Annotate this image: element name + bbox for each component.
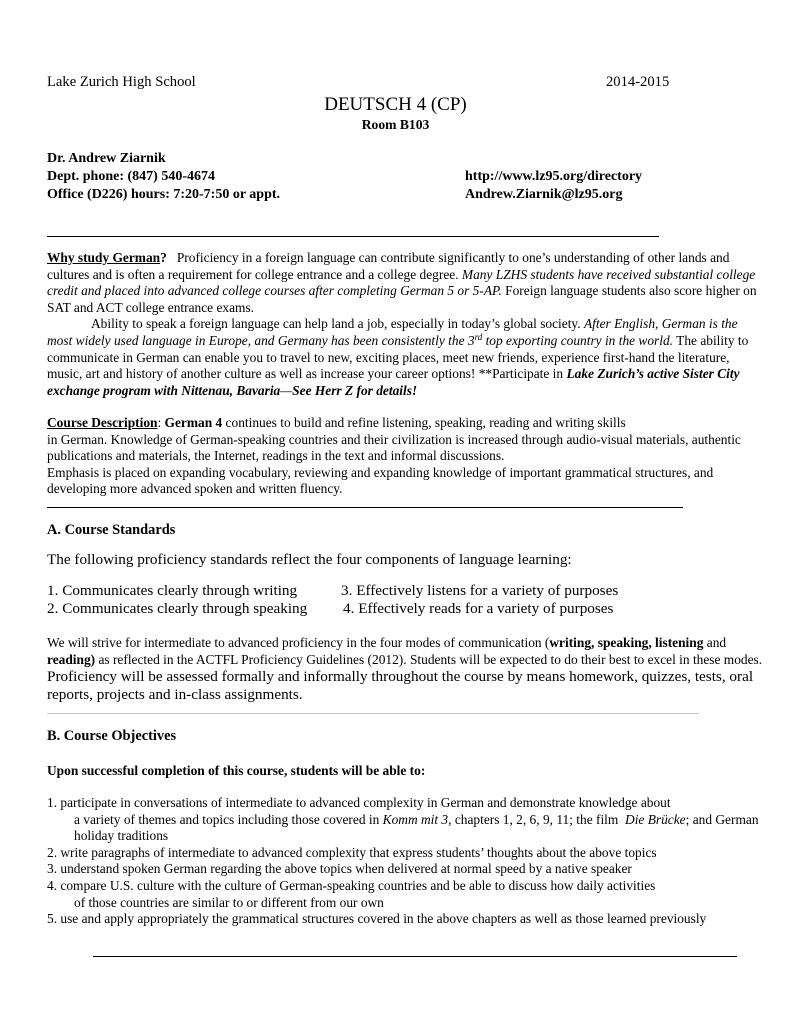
description-heading: Course Description [47,415,158,430]
objectives-heading: B. Course Objectives [47,728,177,744]
email-link[interactable]: Andrew.Ziarnik@lz95.org [465,187,623,202]
standard-item: 1. Communicates clearly through writing [47,582,298,599]
list-item: 4. compare U.S. culture with the culture of German-speaking countries and be able to discuss how daily activities [47,877,656,893]
room-number: Room B103 [361,117,430,132]
objectives-intro: Upon successful completion of this course, students will be able to: [47,763,426,778]
list-item: 1. participate in conversations of intermediate to advanced complexity in German and demonstrate knowledge about [47,795,671,810]
teacher-name: Dr. Andrew Ziarnik [47,151,166,166]
page-title: DEUTSCH 4 (CP) [324,94,467,115]
divider [93,956,737,957]
office-hours: Office (D226) hours: 7:20-7:50 or appt. [47,187,281,202]
objectives-list: 1. participate in conversations of intermediate to advanced complexity in German and demonstrate knowledge about a variety of themes and topics including those covered in Komm mit 3, chapters 1, 2, 6, 9, 11; the film Die Brücke; and German holiday traditions 2. write paragraphs of intermediate to advanced complexity that express students’ thoughts about the above topics 3. understand spoken German regarding the above topics when delivered at normal speed by a native speaker 4. compare U.S. culture with the culture of German-speaking countries and be able to discuss how daily activities of those countries are similar to or different from our own 5. use and apply appropriately the grammatical structures covered in the above chapters as well as those learned previously [47,795,772,928]
standards-heading: A. Course Standards [47,522,176,538]
divider [47,236,659,237]
divider [47,507,683,508]
standards-paragraph: We will strive for intermediate to advanced proficiency in the four modes of communication (writing, speaking, listening and reading) as reflected in the ACTFL Proficiency Guidelines (2012). Students will be expected to do their best to excel in these modes. Proficiency will be assessed formally and informally throughout the course by means homework, quizzes, tests, oral reports, projects and in-class assignments. [47,635,763,704]
dept-phone: Dept. phone: (847) 540-4674 [47,169,215,184]
list-item: 3. understand spoken German regarding the above topics when delivered at normal speed by a native speaker [47,861,632,877]
why-heading: Why study German [47,250,161,265]
course-name: German 4 [164,415,223,430]
textbook-title: Komm mit 3, [382,811,452,827]
why-paragraph-1: Why study German? Proficiency in a foreign language can contribute significantly to one’s understanding of other lands and cultures and is often a requirement for college entrance and a college degree. Many LZHS students have received substantial college credit and placed into advanced college courses after completing German 5 or 5-AP. Foreign language students also score higher on SAT and ACT college entrance exams. [47,250,757,315]
course-description-section: Course Description: German 4 continues to build and refine listening, speaking, reading and writing skills in German. Knowledge of German-speaking countries and their civilization is increased through audio-visual materials, authentic publications and materials, the Internet, readings in the text and informal discussions. Emphasis is placed on expanding vocabulary, reviewing and expanding knowledge of important grammatical structures, and developing more advanced spoken and written fluency. [47,415,741,497]
standard-item: 3. Effectively listens for a variety of purposes [341,582,619,599]
why-paragraph-2: Ability to speak a foreign language can help land a job, especially in today’s global society. After English, German is the most widely used language in Europe, and Germany has been consistently the 3rd top exporting country in the world. The ability to communicate in German can enable you to travel to new, exciting places, meet new friends, experience first-hand the literature, music, art and history of another culture as well as increase your career options! **Participate in Lake Zurich’s active Sister City exchange program with Nittenau, Bavaria—See Herr Z for details! [47,316,749,398]
school-year: 2014-2015 [606,74,670,90]
standards-intro: The following proficiency standards reflect the four components of language learning: [47,551,572,568]
divider [47,713,699,714]
list-item: 5. use and apply appropriately the grammatical structures covered in the above chapters as well as those learned previously [47,911,707,927]
list-item: 2. write paragraphs of intermediate to advanced complexity that express students’ thoughts about the above topics [47,844,657,860]
standard-item: 4. Effectively reads for a variety of purposes [343,600,614,617]
film-title: Die Brücke [625,811,686,827]
standard-item: 2. Communicates clearly through speaking [47,600,308,617]
school-name: Lake Zurich High School [47,74,196,90]
directory-link[interactable]: http://www.lz95.org/directory [465,169,643,184]
why-study-section [47,250,765,399]
